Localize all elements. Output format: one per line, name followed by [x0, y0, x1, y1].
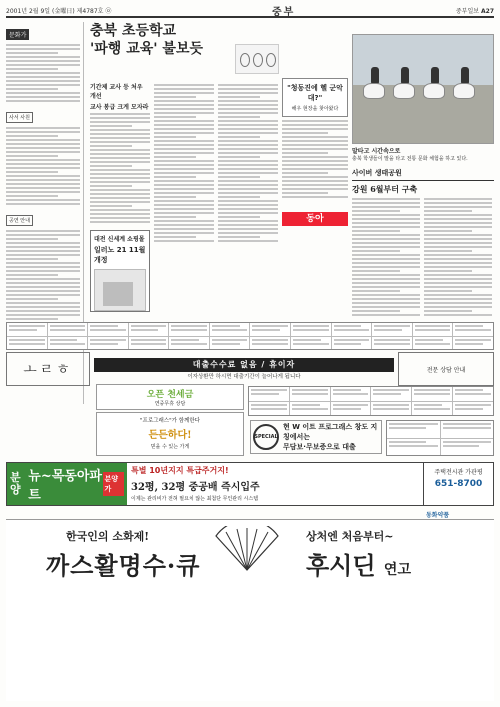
caption-text: 충북 학생들이 말을 타고 전통 문화 체험을 하고 있다.	[352, 156, 468, 162]
apartment-ad-strip	[6, 462, 494, 506]
horse-riders-photo	[352, 34, 494, 144]
promo-sub: 믿을 수 있는 가게	[150, 444, 190, 450]
loan-circle-ad	[250, 420, 382, 454]
children-illustration	[235, 44, 279, 74]
right-product-suffix: 연고	[383, 562, 411, 578]
quote-text	[282, 120, 348, 198]
headline-line-1: 충북 초등학교	[90, 23, 177, 39]
right-article-sub: 강원 6월부터 구축	[352, 184, 418, 194]
article-col-2	[154, 82, 214, 244]
masthead	[6, 4, 494, 18]
loan-banner-sub: 이자상환만 하시면 대출기간이 늘어나게 됩니다	[187, 374, 301, 380]
loan-banner: 대출수수료 없음 / 휴이자	[94, 358, 394, 372]
promo-top: "프로그래스"가 함께한다	[140, 418, 200, 424]
left-subhead-1: 사서 사원	[6, 112, 33, 123]
right-product-name: 후시딘	[306, 551, 376, 580]
apt-name: 뉴~목동아파트	[28, 469, 102, 503]
headline-line-2: '파행 교육' 불보듯	[90, 41, 203, 57]
progress-promo-ad	[96, 412, 244, 456]
contact-label: 주택전시관 가관평	[434, 469, 483, 476]
shopping-mall-box	[90, 230, 150, 312]
left-text-block	[6, 44, 80, 102]
classified-ads-grid-2	[248, 386, 494, 416]
paper-name: 중부일보	[455, 7, 480, 15]
quote-subtitle: 해우 현장을 찾아왔다	[291, 106, 339, 112]
building-image	[94, 269, 146, 311]
left-product: 까스활명수·큐	[46, 551, 201, 580]
dong-a-banner: 동아	[282, 212, 348, 226]
right-product	[306, 546, 411, 581]
article-subhead-2: 교사 봉급 크게 모자라	[90, 104, 149, 111]
paper-and-page	[456, 6, 494, 15]
right-article-head: 사이버 생태공원	[352, 168, 494, 181]
classified-ads-grid-3	[386, 420, 494, 456]
apt-desc: 이제는 관리비가 전혀 필요치 않는 최첨단 무인관리 시스템	[131, 496, 259, 502]
right-tagline: 상처엔 처음부터~	[306, 530, 394, 543]
pharma-logo: 동화약품	[426, 512, 450, 519]
box-subtitle: 일러노 21 11월 개정	[94, 246, 146, 264]
special-badge: SPECIAL	[253, 424, 279, 450]
main-headline	[90, 22, 230, 80]
left-text-block-3	[6, 230, 80, 328]
left-tagline: 한국인의 소화제!	[66, 530, 150, 543]
left-text-block-2	[6, 127, 80, 205]
quote-column	[282, 78, 348, 208]
promo-big: 든든하다!	[148, 430, 192, 441]
apt-sale-label: 분양	[10, 471, 21, 496]
section-title: 중부	[271, 6, 296, 18]
green-ad	[96, 384, 244, 410]
quote-title: "청동진에 헬 군악대?"	[287, 84, 343, 102]
article-col-3	[218, 82, 278, 244]
issue-date: 2001년 2월 9일 (金曜日) 제4787호 ㉧	[6, 7, 112, 15]
apt-headline: 특별 10년지지 특급주거지!	[131, 466, 229, 475]
left-subhead-2: 공연 안내	[6, 215, 33, 226]
circle-ad-text	[283, 422, 379, 452]
green-ad-title: 오픈 천세금	[146, 390, 194, 400]
fan-logo-icon	[212, 526, 282, 572]
apt-price-label: 분양가	[103, 472, 124, 496]
box-title: 대전 신세계 쇼핑몰	[94, 236, 145, 243]
left-section-tag: 문화가	[6, 29, 29, 40]
apartment-ad-green	[7, 463, 127, 505]
article-col-1	[90, 82, 150, 225]
photo-caption	[352, 146, 494, 162]
ad-logo-text: ㅗㄹㅎ	[23, 362, 73, 378]
circle-line-1: 현 W 이트 프로그래스 창도 지칭에서는	[283, 423, 378, 441]
article-subhead: 기간제 교사 등 처우 개선	[90, 84, 143, 100]
caption-title: 말타고 시간속으로	[352, 148, 401, 155]
circle-line-2: 무담보·무보증으로 대출	[283, 443, 356, 451]
right-col-2	[424, 196, 492, 318]
apartment-ad-contact	[423, 463, 493, 505]
left-ad-logo	[6, 352, 90, 386]
quote-box	[282, 78, 348, 117]
apartment-ad-details	[127, 463, 423, 505]
page-number: A27	[481, 7, 494, 15]
classified-ads-grid	[6, 322, 494, 350]
pharma-ad	[6, 520, 494, 701]
right-mid-ad: 전문 상담 안내	[398, 352, 494, 386]
apt-size: 32평, 32평 중공배 즉시입주	[131, 482, 260, 493]
footer-divider	[6, 510, 494, 520]
right-col-1	[352, 196, 420, 318]
green-ad-sub: 연중무휴 상담	[154, 401, 186, 407]
contact-phone: 651-8700	[434, 479, 483, 489]
